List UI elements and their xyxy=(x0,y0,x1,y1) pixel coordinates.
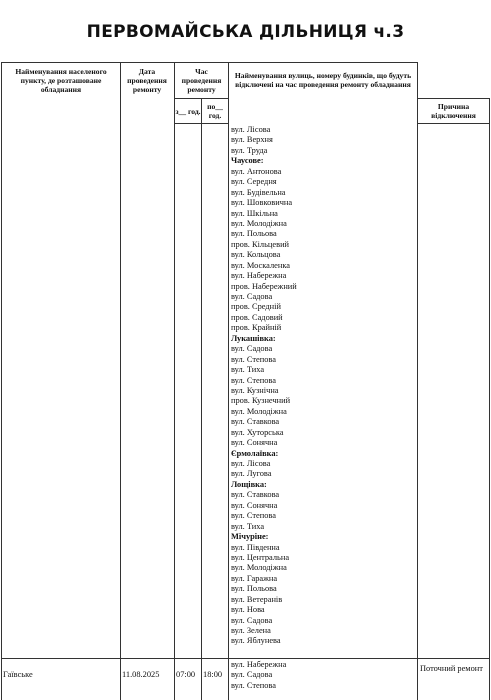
street-item: пров. Крайній xyxy=(231,323,282,333)
street-item: вул. Будівельна xyxy=(231,187,286,197)
reason-cell: Поточний ремонт xyxy=(420,664,483,673)
street-item: вул. Садова xyxy=(231,615,273,625)
street-item: вул. Молодіжна xyxy=(231,218,287,228)
street-item: вул. Південна xyxy=(231,542,280,552)
streets-cell xyxy=(231,660,286,691)
street-item: вул. Польова xyxy=(231,584,277,594)
col-divider-reason xyxy=(417,62,418,700)
street-item: вул. Ставкова xyxy=(231,490,280,500)
col-divider-date xyxy=(120,62,121,700)
street-item: вул. Кольцова xyxy=(231,250,281,260)
table-border-right xyxy=(489,98,490,700)
row-divider xyxy=(1,658,490,659)
street-item: вул. Ветеранів xyxy=(231,594,283,604)
header-streets: Найменування вулиць, номеру будинків, що будуть відключені на час проведення ремонту обладнання xyxy=(234,71,412,89)
street-item: вул. Лісова xyxy=(231,125,271,134)
street-item: вул. Степова xyxy=(231,511,276,521)
street-item: вул. Шовковична xyxy=(231,198,293,208)
street-item: вул. Середня xyxy=(231,177,277,187)
date-cell: 11.08.2025 xyxy=(122,670,160,679)
street-item: пров. Набережний xyxy=(231,281,297,291)
street-item: вул. Степова xyxy=(231,354,276,364)
street-item: вул. Польова xyxy=(231,229,277,239)
street-line: вул. Набережна xyxy=(231,660,287,669)
street-item: вул. Садова xyxy=(231,292,273,301)
street-item: пров. Садовий xyxy=(231,312,283,322)
header-reason: Причина відключення xyxy=(431,102,476,120)
street-item: вул. Сонячна xyxy=(231,500,278,510)
street-item: вул. Степова xyxy=(231,375,276,385)
street-item: вул. Садова xyxy=(231,344,273,354)
street-line: вул. Степова xyxy=(231,680,276,690)
col-divider-time xyxy=(174,62,175,700)
street-item: вул. Нова xyxy=(231,605,265,615)
street-item: вул. Тиха xyxy=(231,365,265,375)
street-item: пров. Кільцевий xyxy=(231,239,290,249)
street-item: вул. Кузнічна xyxy=(231,385,279,395)
street-item: вул. Гаражна xyxy=(231,573,278,583)
col-divider-streets xyxy=(228,62,229,700)
street-item: пров. Средній xyxy=(231,302,281,312)
village-name: Лощівка: xyxy=(231,479,267,489)
header-bottom-line xyxy=(174,123,228,124)
street-item: вул. Шкільна xyxy=(231,208,278,218)
street-item: вул. Сонячна xyxy=(231,438,278,448)
village-name: Мічуріне: xyxy=(231,532,269,542)
village-name: Чаусове: xyxy=(231,156,264,166)
village-name: Єрмолаївка: xyxy=(231,448,279,458)
street-item: вул. Яблунева xyxy=(231,636,281,646)
street-item: вул. Москаленка xyxy=(231,260,290,270)
street-item: вул. Антонова xyxy=(231,166,282,176)
page-title: ПЕРВОМАЙСЬКА ДІЛЬНИЦЯ ч.3 xyxy=(86,22,405,42)
street-item: вул. Центральна xyxy=(231,552,290,562)
street-item: вул. Лугова xyxy=(231,469,272,479)
header-time-from: з__ год. xyxy=(175,106,201,116)
street-item: вул. Лісова xyxy=(231,459,271,468)
street-item: вул. Ставкова xyxy=(231,417,280,427)
street-item: вул. Набережна xyxy=(231,271,287,281)
street-item: пров. Кузнечний xyxy=(231,396,291,406)
street-item: вул. Зелена xyxy=(231,626,271,635)
street-line: вул. Садова xyxy=(231,670,273,680)
col-divider-time-split xyxy=(201,98,202,700)
time-to-cell: 18:00 xyxy=(203,670,223,679)
header-time-to: по__ год. xyxy=(207,102,223,120)
header-time: Час проведення ремонту xyxy=(181,66,222,94)
street-item: вул. Молодіжна xyxy=(231,406,287,416)
table-border-left xyxy=(1,62,2,700)
street-item: вул. Хуторська xyxy=(231,427,284,437)
street-item: вул. Труда xyxy=(231,145,268,155)
street-item: вул. Тиха xyxy=(231,521,265,531)
settlement-cell: Гаївське xyxy=(3,670,33,679)
header-date: Дата проведення ремонту xyxy=(127,66,167,94)
street-item: вул. Молодіжна xyxy=(231,563,287,573)
header-settlement: Найменування населеного пункту, де розташоване обладнання xyxy=(15,66,107,94)
reason-header-bottom xyxy=(417,123,490,124)
streets-list xyxy=(231,125,297,647)
time-from-cell: 07:00 xyxy=(176,670,196,679)
street-item: вул. Верхня xyxy=(231,135,273,145)
village-name: Лукашівка: xyxy=(231,333,276,343)
